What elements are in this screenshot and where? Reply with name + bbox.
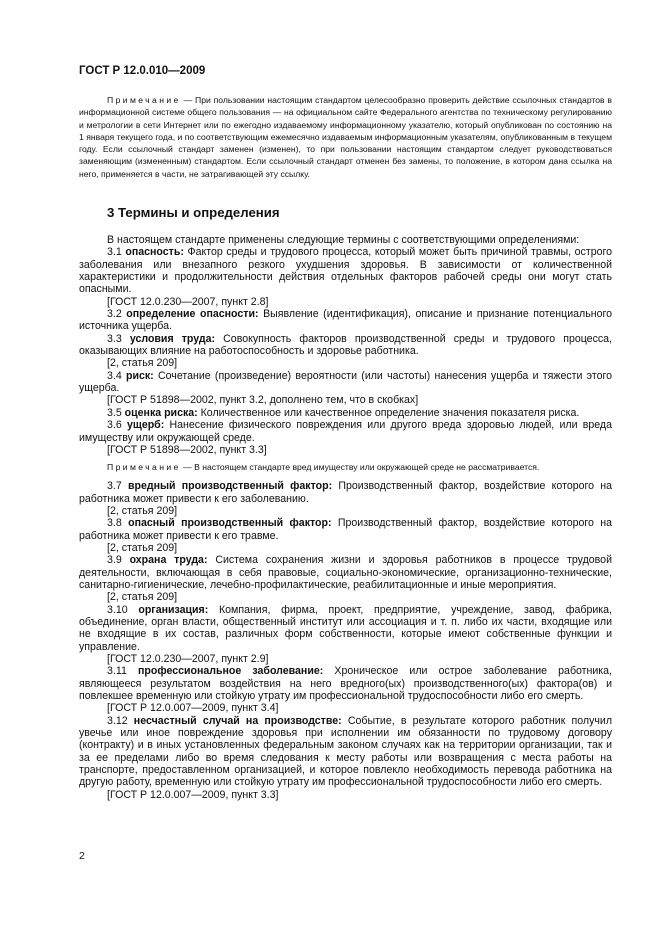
term-name: несчастный случай на производстве: xyxy=(133,714,342,727)
term-3-11 xyxy=(79,665,612,702)
page-number: 2 xyxy=(79,850,85,862)
term-3-10 xyxy=(79,604,612,653)
term-number: 3.2 xyxy=(107,308,127,321)
term-number: 3.6 xyxy=(107,419,127,432)
note-text: — В настоящем стандарте вред имуществу или окружающей среде не рассматривается. xyxy=(183,462,540,473)
note-label: Примечание xyxy=(107,462,181,473)
term-definition: Сочетание (произведение) вероятности (или частоты) нанесения ущерба и тяжести этого ущерба. xyxy=(79,369,612,395)
term-number: 3.3 xyxy=(107,332,130,345)
note-label: Примечание xyxy=(107,95,181,105)
section-body xyxy=(79,234,612,801)
note-paragraph xyxy=(79,94,612,180)
term-name: определение опасности: xyxy=(126,308,259,321)
term-number: 3.7 xyxy=(107,480,128,493)
term-source: [2, статья 209] xyxy=(107,357,178,370)
term-source: [ГОСТ Р 51898—2002, пункт 3.2, дополнено тем, что в скобках] xyxy=(107,394,419,407)
term-3-3 xyxy=(79,333,612,358)
term-number: 3.1 xyxy=(107,246,126,259)
term-3-6 xyxy=(79,419,612,444)
term-definition: Компания, фирма, проект, предприятие, учреждение, завод, фабрика, объединение, орган власти, общественный институт или ассоциация и т. п. либо их части, входящие или не входящие в их состав, различных форм собственности, которые имеют собственные функции и управление. xyxy=(79,603,612,653)
term-source: [2, статья 209] xyxy=(107,541,178,554)
term-number: 3.9 xyxy=(107,554,130,567)
note-text: — При пользовании настоящим стандартом целесообразно проверить действие ссылочных стандартов в информационной системе общего пользования — на официальном сайте Федерального агентства по техническому регулированию и метрологии в сети Интернет или по ежегодно издаваемому информационному указателю, который опубликован по состоянию на 1 января текущего года, и по соответствующим ежемесячно издаваемым информационным указателям, опубликованным в текущем году. Если ссылочный стандарт заменен (изменен), то при пользовании настоящим стандартом следует руководствоваться заменяющим (измененным) стандартом. Если ссылочный стандарт отменен без замены, то положение, в котором дана ссылка на него, применяется в части, не затрагивающей эту ссылку. xyxy=(79,95,613,179)
term-definition: Система сохранения жизни и здоровья работников в процессе трудовой деятельности, включающая в себя правовые, социально-экономические, организационно-технические, санитарно-гигиенические, лечебно-профилактические, реабилитационные и иные мероприятия. xyxy=(79,554,612,591)
term-name: охрана труда: xyxy=(129,554,208,567)
term-3-5 xyxy=(79,407,612,419)
term-source: [ГОСТ Р 12.0.007—2009, пункт 3.4] xyxy=(107,702,279,715)
term-source: [ГОСТ Р 51898—2002, пункт 3.3] xyxy=(107,443,267,456)
term-number: 3.4 xyxy=(107,369,126,382)
term-number: 3.11 xyxy=(107,665,138,678)
term-number: 3.8 xyxy=(107,517,129,530)
term-name: условия труда: xyxy=(129,332,216,345)
term-3-1 xyxy=(79,246,612,295)
term-name: вредный производственный фактор: xyxy=(127,480,333,493)
document-header: ГОСТ Р 12.0.010—2009 xyxy=(79,65,206,77)
term-3-7 xyxy=(79,480,612,505)
term-number: 3.12 xyxy=(107,714,134,727)
term-name: оценка риска: xyxy=(124,406,198,419)
term-number: 3.5 xyxy=(107,406,125,419)
term-definition: Фактор среды и трудового процесса, который может быть причиной травмы, острого заболевания или внезапного резкого ухудшения здоровья. В зависимости от количественной характеристики и продолжительности действия отдельных факторов рабочей среды они могут стать опасными. xyxy=(79,246,613,296)
term-3-2 xyxy=(79,308,612,333)
term-name: опасный производственный фактор: xyxy=(128,517,332,530)
term-definition: Нанесение физического повреждения или другого вреда здоровью людей, или вреда имуществу или окружающей среде. xyxy=(79,419,613,444)
term-name: организация: xyxy=(138,603,209,616)
note-3-6 xyxy=(79,461,612,473)
section-heading: 3 Термины и определения xyxy=(107,205,280,220)
term-3-8 xyxy=(79,517,612,542)
term-source: [2, статья 209] xyxy=(107,591,178,604)
term-name: профессиональное заболевание: xyxy=(137,665,324,678)
term-source: [ГОСТ 12.0.230—2007, пункт 2.8] xyxy=(107,295,269,308)
term-definition: Производственный фактор, воздействие которого на работника может привести к его заболеванию. xyxy=(79,480,612,505)
term-source: [ГОСТ Р 12.0.007—2009, пункт 3.3] xyxy=(107,788,279,801)
term-source: [ГОСТ 12.0.230—2007, пункт 2.9] xyxy=(107,653,269,665)
term-3-12 xyxy=(79,715,612,789)
term-definition: Выявление (идентификация), описание и признание потенциального источника ущерба. xyxy=(79,308,613,333)
term-name: ущерб: xyxy=(126,419,165,432)
term-definition: Событие, в результате которого работник получил увечье или иное повреждение здоровья при исполнении им обязанности по трудовому договору (контракту) и в иных установленных федеральным законом случаях как на территории организации, так и за ее пределами либо во время следования к месту работы или возвращения с места работы на транспорте, предоставленном организацией, и которое повлекло необходимость перевода работника на другую работу, временную или стойкую утрату им профессиональной трудоспособности либо его смерть. xyxy=(79,714,612,789)
term-3-9 xyxy=(79,554,612,591)
term-definition: Хроническое или острое заболевание работника, являющееся результатом воздействия на него вредного(ых) производственного(ых) фактора(ов) и повлекшее временную или стойкую утрату им профессиональной трудоспособности либо его смерть. xyxy=(79,665,613,703)
term-name: опасность: xyxy=(125,246,184,259)
term-name: риск: xyxy=(126,369,154,382)
term-definition: Количественное или качественное определение значения показателя риска. xyxy=(197,406,580,419)
term-3-4 xyxy=(79,370,612,395)
term-number: 3.10 xyxy=(107,603,139,616)
term-source: [2, статья 209] xyxy=(107,504,178,517)
term-definition: Производственный фактор, воздействие которого на работника может привести к его травме. xyxy=(79,517,612,542)
term-definition: Совокупность факторов производственной среды и трудового процесса, оказывающих влияние на работоспособность и здоровье работника. xyxy=(79,332,612,358)
intro-paragraph: В настоящем стандарте применены следующие термины с соответствующими определениями: xyxy=(107,234,580,246)
